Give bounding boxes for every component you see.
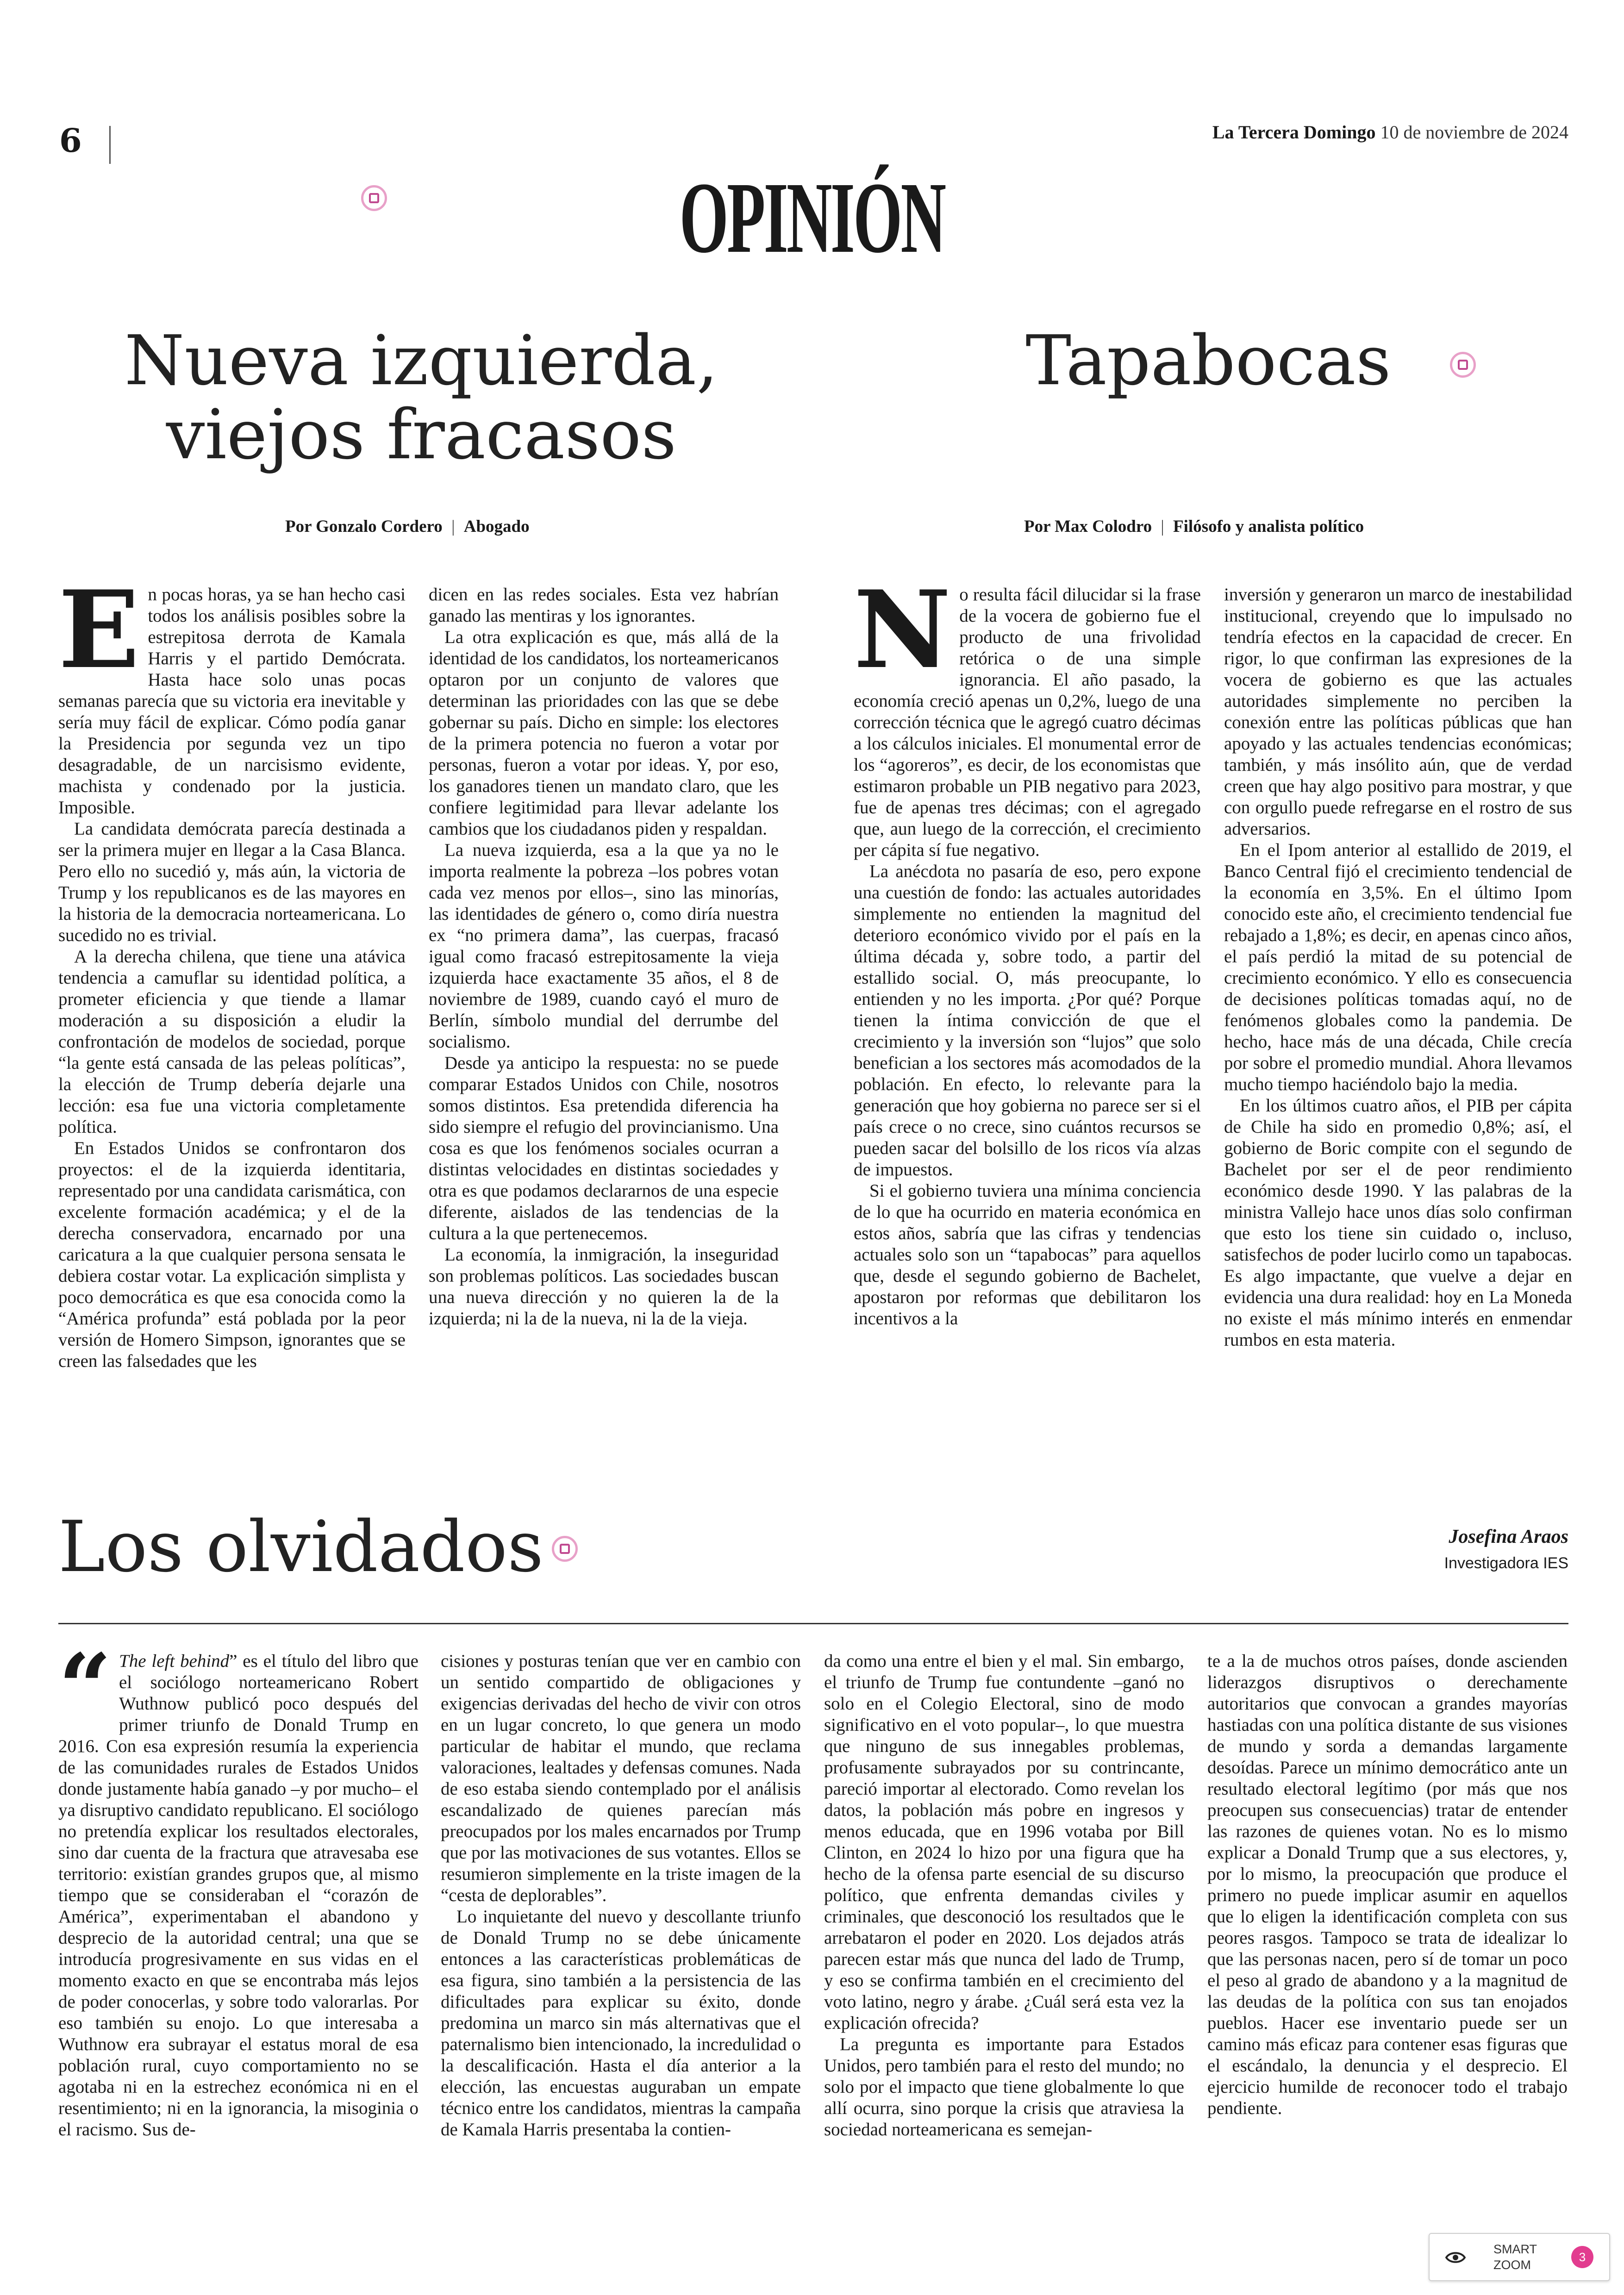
paragraph: Lo inquietante del nuevo y descollante triunfo de Donald Trump no se debe únicamente entonces a las características problemáticas de esa figura, sino también a la persistencia de las dificultades para explicar su éxito, donde predomina un marco sin más alternativas que el paternalismo bien intencionado, la incredulidad o la descalificación. Hasta el día anterior a la elección, las encuestas auguraban un empate técnico entre los candidatos, mientras la campaña de Kamala Harris presentaba la contien- bbox=[441, 1907, 801, 2139]
author-name: Por Gonzalo Cordero bbox=[285, 517, 443, 536]
author-role: Investigadora IES bbox=[1444, 1554, 1568, 1572]
paragraph: te a la de muchos otros países, donde ascienden liderazgos disruptivos o derechamente autoritarios que convocan a grandes mayorías hastiadas con una política distante de sus visiones de mundo y sorda a demandas largamente desoídas. Parece un mínimo democrático ante un resultado electoral legítimo (por más que nos preocupen sus consecuencias) tratar de entender las razones de quienes votan. No es lo mismo explicar a Donald Trump que a sus electores, y, por lo mismo, la preocupación que produce el primero no puede implicar asumir en aquellos que lo eligen la identificación completa con sus peores rasgos. Tampoco se trata de idealizar lo que las personas nacen, pero sí de tomar un poco el peso al grado de abandono y a la magnitud de las deudas de la política con sus tan enojados pueblos. Hacer ese inventario puede ser un camino más eficaz para contener esas figuras que el escándalo, la denuncia y el desprecio. El ejercicio humilde de reconocer todo el trabajo pendiente. bbox=[1207, 1651, 1568, 2118]
article-column bbox=[1207, 1651, 1568, 2119]
paragraph: inversión y generaron un marco de inestabilidad institucional, creyendo que lo impulsado no tendría efectos en la capacidad de crecer. En rigor, lo que confirman las expresiones de la vocera de gobierno es que las actuales autoridades simplemente no perciben la conexión entre las políticas públicas que han apoyado y las actuales tendencias económicas; también, y más insólito aún, que de verdad creen que hay algo positivo para mostrar, y que con orgullo puede refregarse en el rostro de sus adversarios. bbox=[1224, 585, 1572, 839]
article-title bbox=[120, 321, 722, 474]
smart-zoom-button[interactable] bbox=[1429, 2233, 1610, 2281]
paragraph: La anécdota no pasaría de eso, pero expone una cuestión de fondo: las actuales autoridades simplemente no entienden la magnitud del deterioro económico vivido por el país en la última década y, sobre todo, a partir del estallido social. O, más preocupante, lo entienden y no les importa. ¿Por qué? Porque tienen la íntima convicción de que el crecimiento y la inversión son “lujos” que solo benefician a los sectores más acomodados de la población. En efecto, lo relevante para la generación que hoy gobierna no parece ser si el país crece o no crece, sino cuántos recursos se pueden sacar del bolsillo de los ricos vía alzas de impuestos. bbox=[854, 861, 1201, 1179]
zoom-count-badge: 3 bbox=[1571, 2246, 1593, 2268]
article-column bbox=[441, 1651, 801, 2140]
paragraph bbox=[58, 1634, 418, 2140]
author-role: Filósofo y analista político bbox=[1173, 517, 1364, 536]
article-column bbox=[824, 1651, 1184, 2140]
paragraph: La pregunta es importante para Estados Unidos, pero también para el resto del mundo; no solo por el impacto que tiene globalmente lo que allí ocurra, sino porque la crisis que atraviesa la sociedad norteamericana es semejan- bbox=[824, 2034, 1184, 2139]
smart-zoom-label-line: ZOOM bbox=[1493, 2258, 1531, 2272]
article-title: Tapabocas bbox=[1025, 321, 1391, 400]
listen-audio-icon[interactable] bbox=[1450, 352, 1476, 378]
article-column bbox=[58, 1634, 418, 2140]
article-byline: Por Max Colodro | Filósofo y analista político bbox=[1024, 517, 1364, 536]
article-column bbox=[429, 584, 779, 1329]
paragraph: La nueva izquierda, esa a la que ya no le importa realmente la pobreza –los pobres votan cada vez menos por ellos–, sino las minorías, las identidades de género o, como diría nuestra ex “no primera dama”, las cuerpas, fracasó igual como fracasó estrepitosamente la vieja izquierda hace exactamente 35 años, el 8 de noviembre de 1989, cuando cayó el muro de Berlín, símbolo mundial del derrumbe del socialismo. bbox=[429, 840, 779, 1052]
smart-zoom-label bbox=[1493, 2241, 1537, 2273]
author-role: Abogado bbox=[463, 517, 530, 536]
quote-mark: “ bbox=[58, 1634, 112, 1742]
publication-name: La Tercera Domingo bbox=[1212, 122, 1376, 143]
drop-cap: E bbox=[58, 568, 140, 692]
author-name: Josefina Araos bbox=[1449, 1526, 1568, 1547]
paragraph: La economía, la inmigración, la inseguridad son problemas políticos. Las sociedades buscan una nueva dirección y no quieren la de la izquierda; ni la de la nueva, ni la de la vieja. bbox=[429, 1245, 779, 1328]
paragraph: cisiones y posturas tenían que ver en cambio con un sentido compartido de obligaciones y exigencias derivadas del hecho de vivir con otros en un lugar concreto, lo que genera un modo particular de habitar el mundo, que reclama valoraciones, lealtades y defensas comunes. Nada de eso estaba siendo contemplado por el análisis escandalizado de quienes parecían más preocupados por los males encarnados por Trump que por las motivaciones de sus votantes. Ellos se resumieron simplemente en la triste imagen de la “cesta de deplorables”. bbox=[441, 1651, 801, 1905]
article-column bbox=[854, 568, 1201, 1329]
eye-icon bbox=[1445, 2245, 1466, 2270]
paragraph: En Estados Unidos se confrontaron dos proyectos: el de la izquierda identitaria, representado por una candidata carismática, con excelente formación académica; y el de la derecha conservadora, encarnado por una caricatura a la que cualquier persona sensata le debiera costar votar. La explicación simplista y poco democrática es que esa conocida como la “América profunda” está poblada por la peor versión de Homero Simpson, ignorantes que se creen las falsedades que les bbox=[58, 1138, 406, 1371]
paragraph: La candidata demócrata parecía destinada a ser la primera mujer en llegar a la Casa Blanca. Pero ello no sucedió y, más aún, la victoria de Trump y los republicanos es de las mayores en la historia de la democracia norteamericana. Lo sucedido no es trivial. bbox=[58, 819, 406, 945]
page-number: 6 bbox=[59, 121, 82, 160]
paragraph: En los últimos cuatro años, el PIB per cápita de Chile ha sido en promedio 0,8%; así, el gobierno de Boric compite con el segundo de Bachelet por ser el de peor rendimiento económico desde 1990. Y las palabras de la ministra Vallejo hace unos días solo confirman que esto los tiene sin cuidado o, incluso, satisfechos de poder lucirlo como un tapabocas. Es algo impactante, que vuelve a dejar en evidencia una dura realidad: hoy en La Moneda no existe el más mínimo interés en enmendar rumbos en esta materia. bbox=[1224, 1096, 1572, 1350]
article-byline bbox=[1444, 1526, 1568, 1572]
article-column bbox=[58, 568, 406, 1372]
paragraph: dicen en las redes sociales. Esta vez habrían ganado las mentiras y los ignorantes. bbox=[429, 585, 779, 626]
paragraph: Si el gobierno tuviera una mínima conciencia de lo que ha ocurrido en materia económica en estos años, sabría que las cifras y tendencias actuales solo son un “tapabocas” para aquellos que, desde el segundo gobierno de Bachelet, apostaron por reformas que debilitaron los incentivos a la bbox=[854, 1181, 1201, 1328]
masthead bbox=[1212, 121, 1568, 143]
article-byline: Por Gonzalo Cordero | Abogado bbox=[285, 517, 530, 536]
listen-audio-icon[interactable] bbox=[552, 1536, 578, 1562]
paragraph: Desde ya anticipo la respuesta: no se puede comparar Estados Unidos con Chile, nosotros somos distintos. Esa pretendida diferencia ha sido siempre el refugio del provincianismo. Una cosa es que los fenómenos sociales ocurran a distintas velocidades en distintas sociedades y otra es que podamos declararnos de una especie diferente, aislados de las tendencias de la cultura a la que pertenecemos. bbox=[429, 1053, 779, 1243]
paragraph: o resulta fácil dilucidar si la frase de la vocera de gobierno fue el producto de una frivolidad retórica o de una simple ignorancia. El año pasado, la economía creció apenas un 0,2%, luego de una corrección técnica que le agregó cuatro décimas a los cálculos iniciales. El monumental error de los “agoreros”, es decir, de los economistas que estimaron probable un PIB negativo para 2023, fue de apenas tres décimas; con el agregado que, aun luego de la corrección, el crecimiento per cápita sí fue negativo. bbox=[854, 585, 1201, 860]
article-title-line: viejos fracasos bbox=[166, 394, 677, 474]
article-column bbox=[1224, 584, 1572, 1351]
publication-date: 10 de noviembre de 2024 bbox=[1380, 122, 1568, 143]
paragraph: n pocas horas, ya se han hecho casi todos los análisis posibles sobre la estrepitosa derrota de Kamala Harris y el partido Demócrata. Hasta hace solo unas pocas semanas parecía que su victoria era inevitable y sería muy fácil de explicar. Cómo podía ganar la Presidencia por segunda vez un tipo desagradable, de un narcisismo evidente, machista y condenado por la justicia. Imposible. bbox=[58, 585, 406, 817]
paragraph: A la derecha chilena, que tiene una atávica tendencia a camuflar su identidad política, a prometer eficiencia y que tiende a llamar moderación a su disposición a eludir la confrontación de modelos de sociedad, porque “la gente está cansada de las peleas políticas”, la elección de Trump debería dejarle una lección: esa fue una victoria completamente política. bbox=[58, 947, 406, 1137]
listen-audio-icon[interactable] bbox=[361, 185, 387, 211]
article-title: Los olvidados bbox=[58, 1506, 544, 1588]
drop-cap: N bbox=[854, 568, 951, 692]
paragraph-text: ” es el título del libro que el sociólogo norteamericano Robert Wuthnow publicó poco después del primer triunfo de Donald Trump en 2016. Con esa expresión resumía la experiencia de las comunidades rurales de Estados Unidos donde justamente había ganado –y por mucho– el ya disruptivo candidato republicano. El sociólogo no pretendía explicar los resultados electorales, sino dar cuenta de la fractura que atravesaba ese territorio: existían grandes grupos que, al mismo tiempo que se consideraban el “corazón de América”, experimentaban el abandono y desprecio de la autoridad central; una que se introducía progresivamente en sus vidas en el momento exacto en que se encontraba más lejos de poder conocerlas, y sobre todo valorarlas. Por eso también su enojo. Lo que interesaba a Wuthnow era subrayar el estatus moral de esa población rural, cuyo comportamiento no se agotaba ni en la estrechez económica ni en el resentimiento; ni en la ignorancia, la misoginia o el racismo. Sus de- bbox=[58, 1651, 418, 2139]
paragraph: En el Ipom anterior al estallido de 2019, el Banco Central fijó el crecimiento tendencial de la economía en 3,5%. En el último Ipom conocido este año, el crecimiento tendencial fue rebajado a 1,8%; es decir, en apenas cinco años, el país perdió la mitad de su potencial de crecimiento económico. Y ello es consecuencia de decisiones políticas tomadas aquí, no de fenómenos globales como la pandemia. De hecho, hace más de una década, Chile crecía por sobre el promedio mundial. Ahora llevamos mucho tiempo haciéndolo bajo la media. bbox=[1224, 840, 1572, 1094]
paragraph: da como una entre el bien y el mal. Sin embargo, el triunfo de Trump fue contundente –ganó no solo en el Colegio Electoral, sino de modo significativo en el voto popular–, lo que muestra que ninguno de sus innegables problemas, profusamente subrayados por su contrincante, pareció importar al electorado. Como revelan los datos, la población más pobre en ingresos y menos educada, que en 1996 votaba por Bill Clinton, en 2024 lo hizo por una figura que ha hecho de la ofensa parte esencial de su discurso político, que enfrenta demandas civiles y criminales, que desconoció los resultados que le arrebataron el poder en 2020. Los dejados atrás parecen estar más que nunca del lado de Trump, y eso se confirma también en el crecimiento del voto latino, negro y árabe. ¿Cuál será esta vez la explicación ofrecida? bbox=[824, 1651, 1184, 2033]
section-divider bbox=[58, 1623, 1568, 1624]
page-number-divider bbox=[109, 126, 111, 164]
article-title-line: Nueva izquierda, bbox=[124, 321, 718, 400]
author-name: Por Max Colodro bbox=[1024, 517, 1152, 536]
paragraph: La otra explicación es que, más allá de la identidad de los candidatos, los norteamericanos optaron por un conjunto de valores que determinan las prioridades con las que se debe gobernar su país. Dicho en simple: los electores de la primera potencia no fueron a votar por personas, fueron a votar por ideas. Y, por eso, los ganadores tienen un mandato claro, que les confiere legitimidad para llevar adelante los cambios que los ciudadanos piden y respaldan. bbox=[429, 627, 779, 839]
book-title: The left behind bbox=[119, 1651, 230, 1671]
section-title: OPINIÓN bbox=[679, 161, 945, 274]
smart-zoom-label-line: SMART bbox=[1493, 2242, 1537, 2256]
